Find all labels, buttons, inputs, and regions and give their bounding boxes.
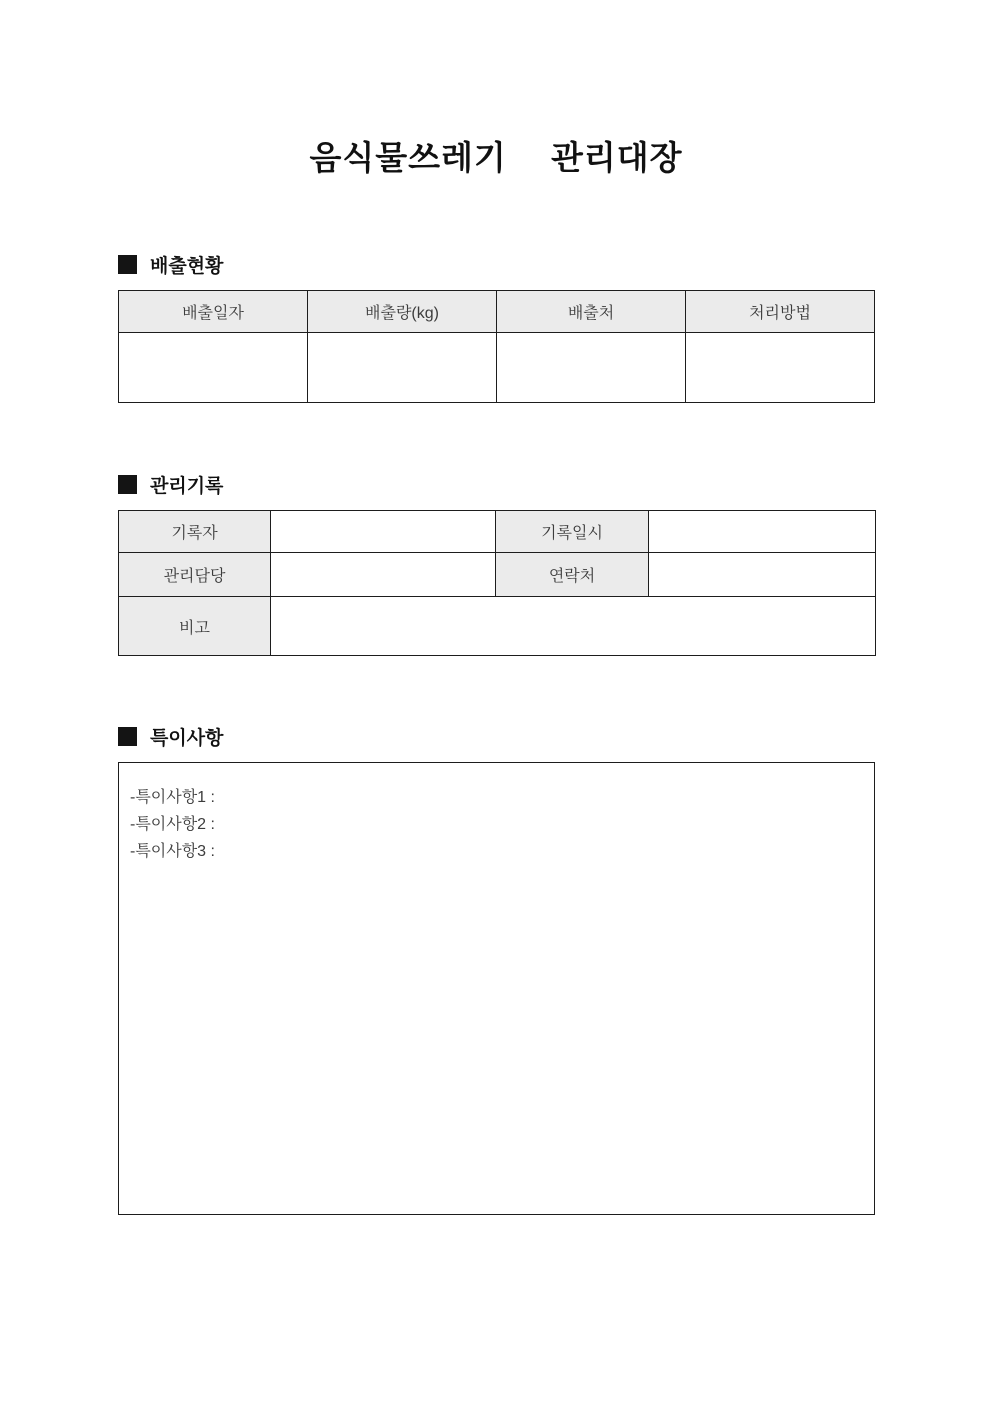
management-value-remarks [271,597,876,656]
page-title: 음식물쓰레기 관리대장 [309,139,683,176]
section-heading-discharge-label: 배출현황 [150,256,224,277]
management-value-recorder [271,511,496,553]
management-label-manager: 관리담당 [119,553,271,597]
management-label-recorder: 기록자 [119,511,271,553]
discharge-table [118,290,875,403]
black-square-bullet-icon [118,255,137,274]
black-square-bullet-icon [118,727,137,746]
notes-box [118,762,875,1215]
discharge-cell-amount [308,333,497,403]
management-label-record-datetime: 기록일시 [496,511,649,553]
section-heading-notes [118,723,223,750]
discharge-header-amount: 배출량(kg) [308,291,497,333]
discharge-cell-method [686,333,875,403]
discharge-cell-date [119,333,308,403]
discharge-table-entry-row [119,333,875,403]
management-row-recorder [119,511,876,553]
management-label-contact: 연락처 [496,553,649,597]
discharge-header-date: 배출일자 [119,291,308,333]
section-heading-discharge [118,251,223,278]
management-table [118,510,876,656]
discharge-header-destination: 배출처 [497,291,686,333]
management-value-contact [649,553,876,597]
discharge-cell-destination [497,333,686,403]
black-square-bullet-icon [118,475,137,494]
note-line-1: -특이사항1 : [130,789,215,806]
management-label-remarks: 비고 [119,597,271,656]
management-row-remarks [119,597,876,656]
discharge-header-method: 처리방법 [686,291,875,333]
section-heading-management [118,471,223,498]
section-heading-notes-label: 특이사항 [150,728,224,749]
management-row-manager [119,553,876,597]
note-line-2: -특이사항2 : [130,816,215,833]
section-heading-management-label: 관리기록 [150,476,224,497]
management-value-manager [271,553,496,597]
management-value-record-datetime [649,511,876,553]
note-line-3: -특이사항3 : [130,843,215,860]
discharge-table-header-row [119,291,875,333]
